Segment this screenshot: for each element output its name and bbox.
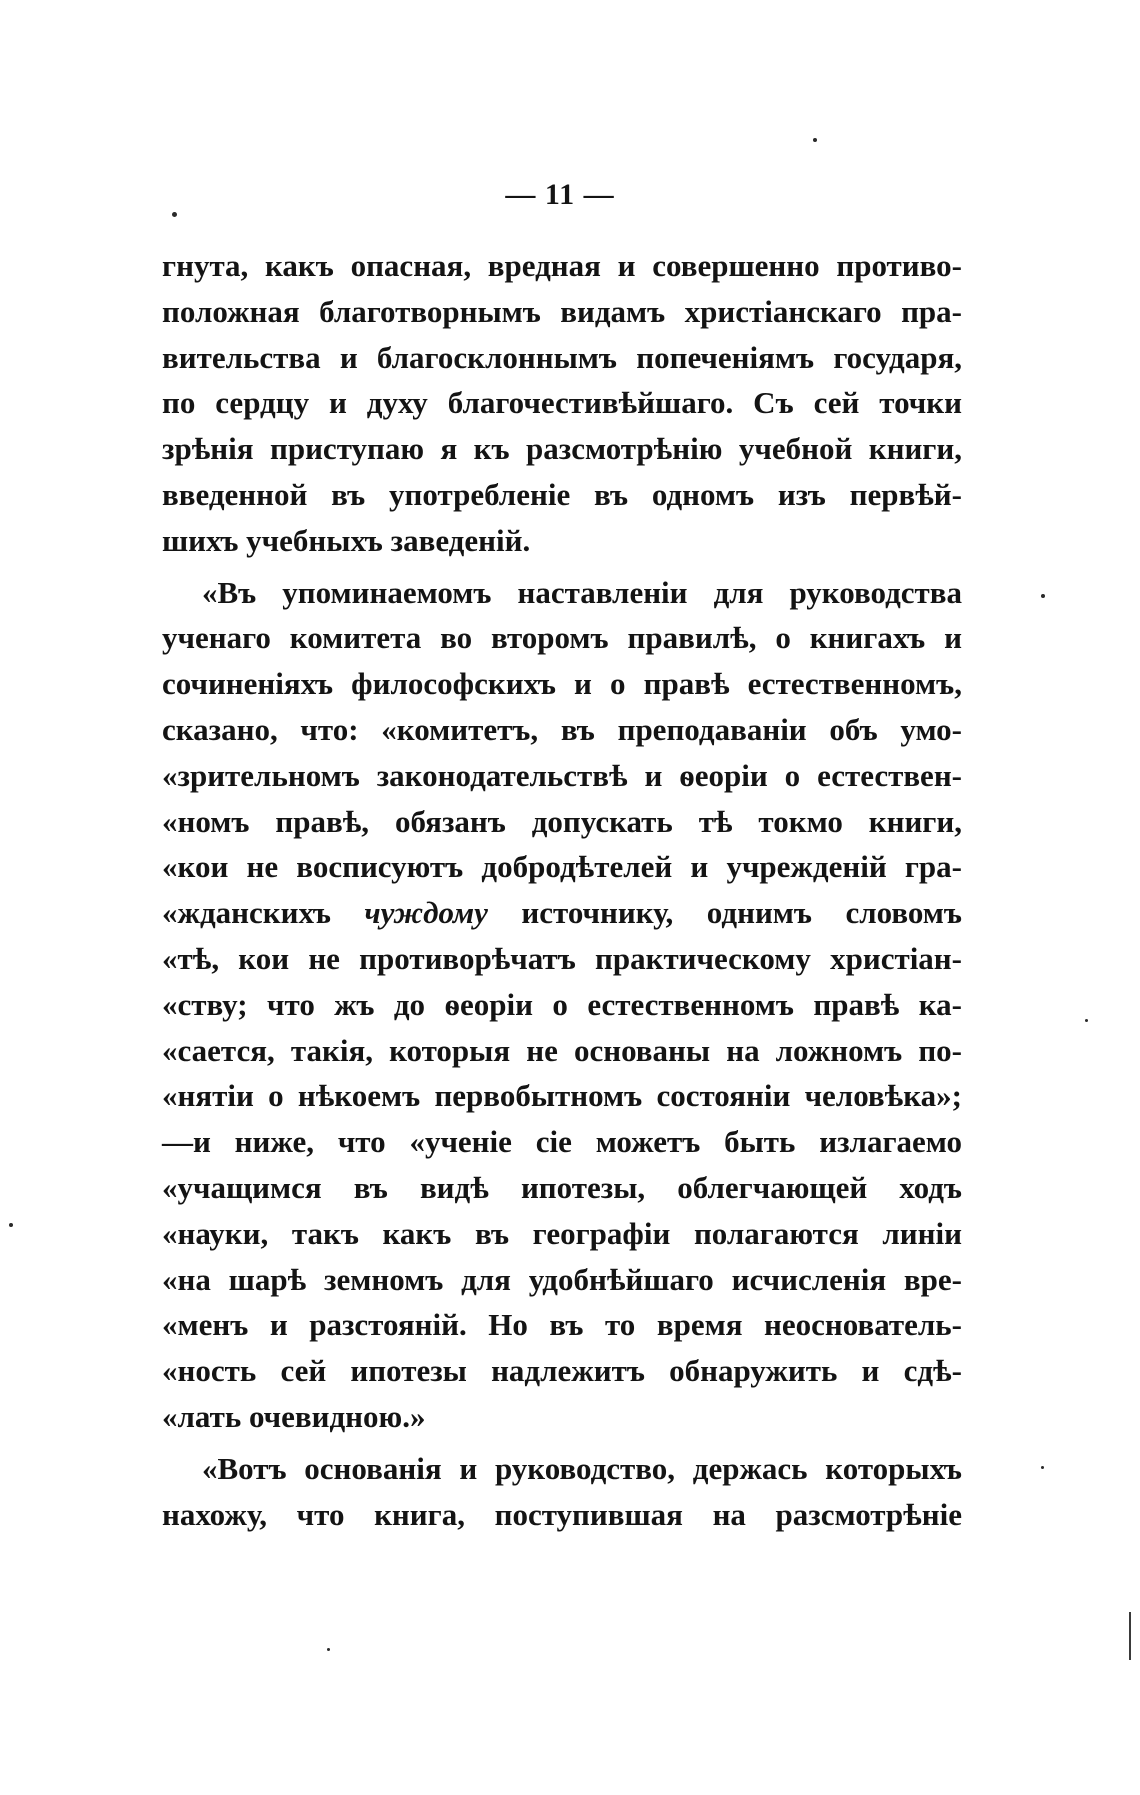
- text-line: «кои не восписуютъ добродѣтелей и учрежденій гра-: [162, 849, 962, 885]
- text-line: сочиненіяхъ философскихъ и о правѣ естественномъ,: [162, 666, 962, 702]
- text-line: —и ниже, что «ученіе сіе можетъ быть излагаемо: [162, 1124, 962, 1160]
- scan-speck: [1085, 1019, 1088, 1022]
- text-line: шихъ учебныхъ заведеній.: [162, 522, 531, 558]
- scan-speck: [1041, 594, 1045, 598]
- text-line: «учащимся въ видѣ ипотезы, облегчающей ходъ: [162, 1169, 962, 1205]
- scan-speck: [172, 212, 177, 217]
- text-line: «науки, такъ какъ въ географіи полагаются линіи: [162, 1215, 962, 1251]
- text-line: «менъ и разстояній. Но въ то время неоснователь-: [162, 1307, 962, 1343]
- body-text: [162, 243, 962, 1537]
- page-number: — 11 —: [505, 178, 615, 211]
- text-line: «ность сей ипотезы надлежитъ обнаружить и сдѣ-: [162, 1353, 962, 1389]
- text-line: «номъ правѣ, обязанъ допускать тѣ токмо книги,: [162, 803, 962, 839]
- scan-speck: [1041, 1466, 1044, 1469]
- text-line: «тѣ, кои не противорѣчатъ практическому христіан-: [162, 940, 962, 976]
- text-line: «Вотъ основанія и руководство, держась которыхъ: [202, 1450, 962, 1486]
- text-line: «на шарѣ земномъ для удобнѣйшаго исчисленія вре-: [162, 1261, 962, 1297]
- text-segment: «жданскихъ: [162, 895, 365, 931]
- text-line: гнута, какъ опасная, вредная и совершенно противо-: [162, 248, 962, 283]
- text-line-mixed: [162, 890, 962, 936]
- text-line: «ству; что жъ до ѳеоріи о естественномъ правѣ ка-: [162, 986, 962, 1022]
- text-line: нахожу, что книга, поступившая на разсмотрѣніе: [162, 1496, 962, 1532]
- text-line: положная благотворнымъ видамъ христіанскаго пра-: [162, 293, 962, 329]
- text-line: введенной въ употребленіе въ одномъ изъ первѣй-: [162, 476, 962, 512]
- text-line: вительства и благосклоннымъ попеченіямъ государя,: [162, 339, 962, 375]
- text-line: ученаго комитета во второмъ правилѣ, о книгахъ и: [162, 620, 962, 656]
- text-line: «сается, такія, которыя не основаны на ложномъ по-: [162, 1032, 962, 1068]
- scan-speck: [813, 138, 817, 142]
- scan-edge-mark: [1129, 1612, 1131, 1660]
- text-line: «лать очевидною.»: [162, 1398, 426, 1434]
- text-line: сказано, что: «комитетъ, въ преподаваніи объ умо-: [162, 711, 962, 747]
- text-line: «зрительномъ законодательствѣ и ѳеоріи о естествен-: [162, 757, 962, 793]
- text-line: по сердцу и духу благочестивѣйшаго. Съ сей точки: [162, 385, 962, 421]
- italic-word: чуждому: [364, 895, 488, 931]
- text-segment: источнику, однимъ словомъ: [487, 895, 962, 931]
- text-line: «Въ упоминаемомъ наставленіи для руководства: [202, 574, 962, 610]
- text-line: зрѣнія приступаю я къ разсмотрѣнію учебной книги,: [162, 431, 962, 467]
- scan-speck: [327, 1648, 330, 1651]
- scan-speck: [9, 1223, 13, 1227]
- text-line: «нятіи о нѣкоемъ первобытномъ состояніи человѣка»;: [162, 1078, 962, 1114]
